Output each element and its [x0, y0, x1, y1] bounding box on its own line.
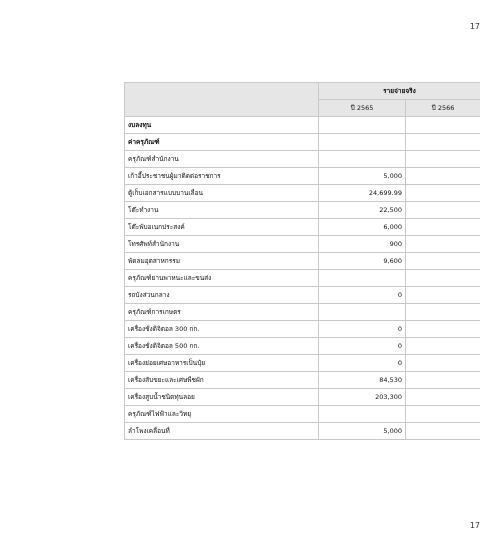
value-2566	[406, 151, 480, 168]
table-row	[125, 338, 480, 355]
table-row	[125, 406, 480, 423]
value-2565	[319, 270, 406, 287]
value-2566	[406, 304, 480, 321]
table-row	[125, 270, 480, 287]
table-row	[125, 202, 480, 219]
value-2565	[319, 117, 406, 134]
row-label: เครื่องสูบน้ำชนิดทุ่นลอย	[125, 389, 319, 406]
value-2565: 9,600	[319, 253, 406, 270]
row-label: เครื่องชั่งดิจิตอล 300 กก.	[125, 321, 319, 338]
value-2565	[319, 134, 406, 151]
table-row	[125, 185, 480, 202]
value-2565: 22,500	[319, 202, 406, 219]
row-label: ครุภัณฑ์การเกษตร	[125, 304, 319, 321]
row-label: ตู้เก็บเอกสารแบบบานเลื่อน	[125, 185, 319, 202]
header-year-2565: ปี 2565	[319, 100, 406, 117]
value-2565	[319, 406, 406, 423]
row-label: โต๊ะทำงาน	[125, 202, 319, 219]
row-label: ค่าครุภัณฑ์	[125, 134, 319, 151]
value-2565: 0	[319, 355, 406, 372]
value-2566	[406, 321, 480, 338]
value-2566	[406, 117, 480, 134]
table-row	[125, 321, 480, 338]
value-2566	[406, 287, 480, 304]
row-label: โทรศัพท์สำนักงาน	[125, 236, 319, 253]
value-2565: 0	[319, 338, 406, 355]
table-row	[125, 423, 480, 440]
budget-table	[124, 82, 480, 440]
row-label: เก้าอี้ประชาชนผู้มาติดต่อราชการ	[125, 168, 319, 185]
row-label: งบลงทุน	[125, 117, 319, 134]
row-label: ครุภัณฑ์ยานพาหนะและขนส่ง	[125, 270, 319, 287]
value-2566	[406, 389, 480, 406]
value-2565: 900	[319, 236, 406, 253]
table-row	[125, 372, 480, 389]
value-2566	[406, 338, 480, 355]
header-row-group	[125, 83, 480, 100]
header-blank-cell	[125, 83, 319, 117]
table-row	[125, 389, 480, 406]
value-2566	[406, 168, 480, 185]
value-2565: 203,300	[319, 389, 406, 406]
table-row	[125, 219, 480, 236]
table-row	[125, 304, 480, 321]
table-row	[125, 168, 480, 185]
value-2565	[319, 304, 406, 321]
value-2566	[406, 372, 480, 389]
value-2565: 6,000	[319, 219, 406, 236]
value-2566	[406, 236, 480, 253]
value-2566	[406, 202, 480, 219]
value-2565: 5,000	[319, 423, 406, 440]
table-row	[125, 355, 480, 372]
value-2566	[406, 185, 480, 202]
table-row	[125, 287, 480, 304]
row-label: เครื่องย่อยเศษอาหารเป็นปุ๋ย	[125, 355, 319, 372]
table-row	[125, 236, 480, 253]
value-2565: 0	[319, 287, 406, 304]
table-row	[125, 134, 480, 151]
row-label: รถบังส่วนกลาง	[125, 287, 319, 304]
row-label: โต๊ะพับอเนกประสงค์	[125, 219, 319, 236]
value-2565: 24,699.99	[319, 185, 406, 202]
value-2566	[406, 406, 480, 423]
row-label: ครุภัณฑ์สำนักงาน	[125, 151, 319, 168]
value-2566	[406, 270, 480, 287]
header-actual-expenditure: รายจ่ายจริง	[319, 83, 480, 100]
table-row	[125, 117, 480, 134]
row-label: เครื่องชั่งดิจิตอล 500 กก.	[125, 338, 319, 355]
page-number-bottom: 17	[469, 521, 480, 530]
value-2565: 84,530	[319, 372, 406, 389]
value-2566	[406, 355, 480, 372]
table-row	[125, 151, 480, 168]
value-2565: 5,000	[319, 168, 406, 185]
value-2565: 0	[319, 321, 406, 338]
value-2566	[406, 219, 480, 236]
row-label: ลำโพงเคลื่อนที่	[125, 423, 319, 440]
value-2566	[406, 253, 480, 270]
row-label: พัดลมอุตสาหกรรม	[125, 253, 319, 270]
page-number-top: 17	[469, 22, 480, 31]
row-label: ครุภัณฑ์ไฟฟ้าและวิทยุ	[125, 406, 319, 423]
header-year-2566: ปี 2566	[406, 100, 480, 117]
budget-table-body	[125, 117, 480, 440]
value-2566	[406, 134, 480, 151]
table-row	[125, 253, 480, 270]
row-label: เครื่องสับขยะและเศษพืชผัก	[125, 372, 319, 389]
value-2566	[406, 423, 480, 440]
value-2565	[319, 151, 406, 168]
